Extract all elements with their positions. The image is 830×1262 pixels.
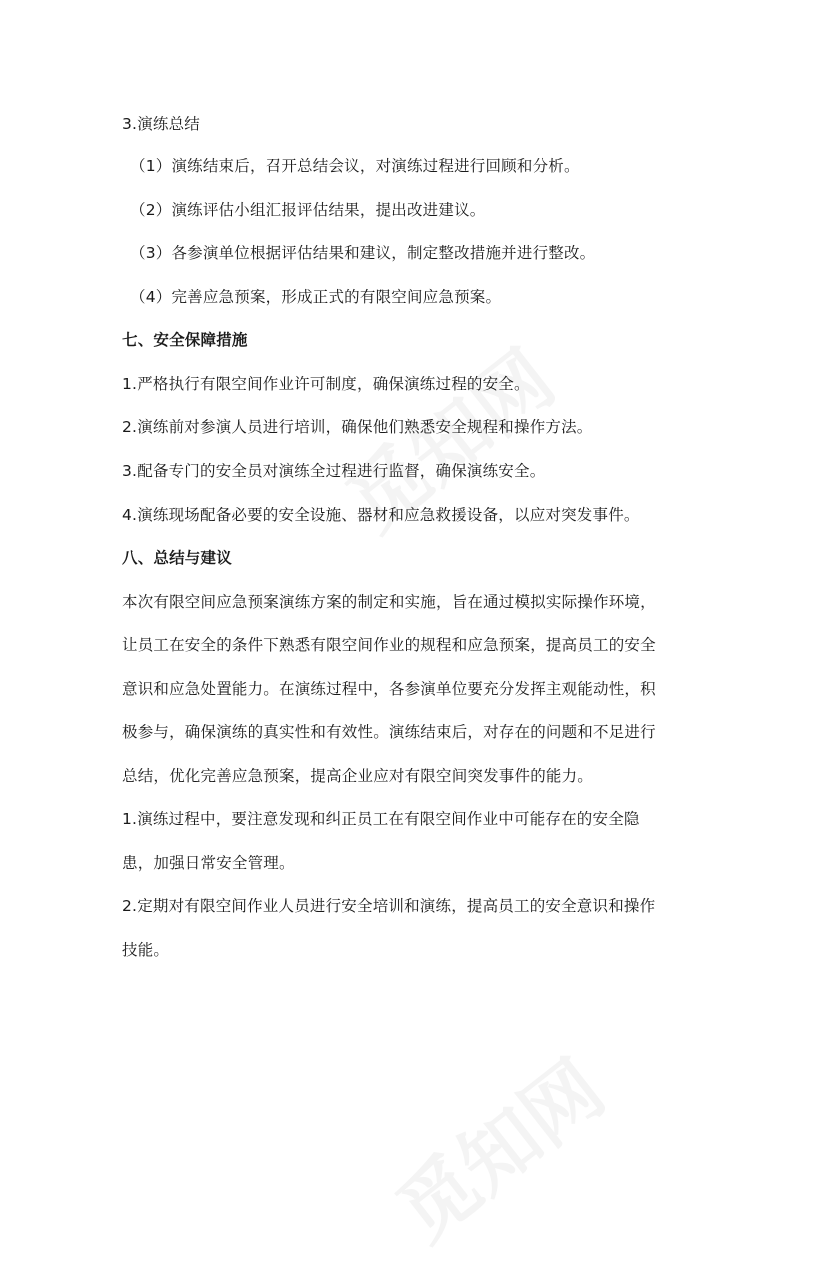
list-item: （1）演练结束后，召开总结会议，对演练过程进行回顾和分析。 [130,157,580,175]
section-heading: 八、总结与建议 [122,549,232,567]
paragraph-line: 让员工在安全的条件下熟悉有限空间作业的规程和应急预案，提高员工的安全 [122,636,656,654]
paragraph-line: 极参与，确保演练的真实性和有效性。演练结束后，对存在的问题和不足进行 [122,723,656,741]
watermark [370,1030,623,1262]
list-item-line: 2.定期对有限空间作业人员进行安全培训和演练，提高员工的安全意识和操作 [122,897,656,915]
list-item-line: 技能。 [122,941,170,959]
list-item: （4）完善应急预案，形成正式的有限空间应急预案。 [130,288,502,306]
list-item: 3.配备专门的安全员对演练全过程进行监督，确保演练安全。 [122,462,546,480]
list-item: （2）演练评估小组汇报评估结果，提出改进建议。 [130,201,486,219]
list-item: 1.严格执行有限空间作业许可制度，确保演练过程的安全。 [122,375,530,393]
paragraph-line: 总结，优化完善应急预案，提高企业应对有限空间突发事件的能力。 [122,767,594,785]
subsection-title: 3.演练总结 [122,115,200,133]
paragraph-line: 本次有限空间应急预案演练方案的制定和实施，旨在通过模拟实际操作环境， [122,593,656,611]
list-item: 4.演练现场配备必要的安全设施、器材和应急救援设备，以应对突发事件。 [122,506,640,524]
list-item: 2.演练前对参演人员进行培训，确保他们熟悉安全规程和操作方法。 [122,418,593,436]
list-item: （3）各参演单位根据评估结果和建议，制定整改措施并进行整改。 [130,244,596,262]
list-item-line: 患，加强日常安全管理。 [122,854,295,872]
paragraph-line: 意识和应急处置能力。在演练过程中，各参演单位要充分发挥主观能动性，积 [122,680,656,698]
section-heading: 七、安全保障措施 [122,331,248,349]
list-item-line: 1.演练过程中，要注意发现和纠正员工在有限空间作业中可能存在的安全隐 [122,810,640,828]
